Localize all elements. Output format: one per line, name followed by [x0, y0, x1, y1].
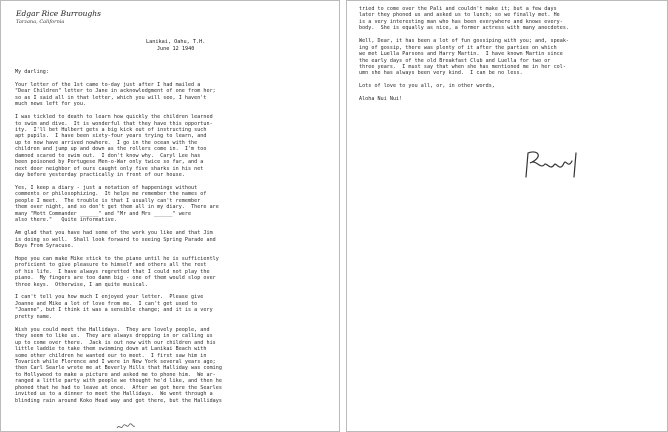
letterhead — [16, 9, 101, 25]
paragraph: Yes, I keep a diary - just a notation of happenings without comments or philosophizing. It helps me remember the names of people I meet. The trouble is that I usually can't remember them over night, and so don't get them all in my diary. There are many "Mott Commander ______" and "Mr and Mrs ______" were also there." Quite informative. — [15, 184, 219, 224]
letterhead-place: Tarzana, California — [16, 19, 65, 25]
paragraph: Your letter of the 1st came to-day just after I had mailed a "Dear Children" letter to Jane in acknowledgment of one from her; so as I said all in that letter, which you will see, I haven't much news left for you. — [15, 81, 216, 108]
handwritten-signature — [520, 147, 590, 183]
letter-page-2 — [346, 0, 668, 432]
paragraph: Hope you can make Mike stick to the piano until he is sufficiently proficient to give pleasure to himself and others all the rest of his life. I have always regretted that I could not play the piano. My fingers are too damn big - one of them would slop over three keys. Otherwise, I am quite musical. — [15, 255, 219, 288]
paragraph: Well, Dear, it has been a lot of fun gossiping with you; and, speak- ing of gossip, there was plenty of it after the parties on which we met Luella Parsons and Harry Martin. I have known Martin since the early days of the old Breakfast Club and Luella for two or three years. I must say that when she has mentioned me in her col- umn she has always been very kind. I can be no less. — [359, 38, 570, 77]
paragraph: tried to come over the Pali and couldn't make it; but a few days later they phoned us and asked us to lunch; so we finally met. He is a very interesting man who has been everywhere and knows every- body. She is equally as nice, a former actress with many anecdotes. — [359, 6, 570, 32]
paragraph: I was tickled to death to learn how quickly the children learned to swim and dive. It is wonderful that they have this opportun- ity. I'll bet Hulbert gets a big kick out of instructing such apt pupils. I have been sixty-four years trying to learn, and up to now have arrived nowhere. I go in the ocean with the children and jump up and down as the rollers come in. I'm too damned scared to swim out. I don't know why. Caryl Lee has been poisoned by Portugese Men-o-War only twice so far, and a next door neighbor of ours caught only five sharks in his net day before yesterday practically in front of our house. — [15, 114, 213, 179]
date-block — [146, 39, 205, 53]
date-location: Lanikai, Oahu, T.H. — [146, 39, 206, 45]
paragraph: Am glad that you have had some of the work you like and that Jim is doing so well. Shall look forward to seeing Spring Parade and Boys From Syracuse. — [15, 230, 216, 249]
paragraph: Wish you could meet the Hallidays. They are lovely people, and they seem to like us. They are always dropping in or calling us up to come over there. Jack is out now with our children and his little laddie to take them swimming down at Lanikai Beach with some other children he wanted our to meet. I first saw him in Tovarich while Florence and I were in New York several years ago; then Carl Searle wrote me at Beverly Hills that Halliday was coming to Hollywood to make a picture and asked me to phone him. We ar- ranged a little party with people we thought he'd like, and then he phoned that he had to leave at once. After we got here the Searles invited us to a dinner to meet the Hallidays. We went through a blinding rain around Koko Head way and got there, but the Hallidays — [15, 326, 222, 404]
salutation: My darling: — [15, 69, 49, 75]
page-number-scribble — [115, 422, 137, 431]
page-2-body — [359, 6, 659, 103]
paragraph: Lots of love to you all, or, in other words, — [359, 83, 495, 90]
letterhead-name: Edgar Rice Burroughs — [16, 9, 101, 18]
page-1-body — [15, 69, 331, 411]
date-line: June 12 1940 — [156, 46, 195, 52]
paragraph: I can't tell you how much I enjoyed your letter. Please give Joanne and Mike a lot of love from me. I can't get used to "Joanne", but I think it was a sensible change; and it is a very pretty name. — [15, 294, 213, 320]
closing: Aloha Nui Nui! — [359, 96, 403, 103]
